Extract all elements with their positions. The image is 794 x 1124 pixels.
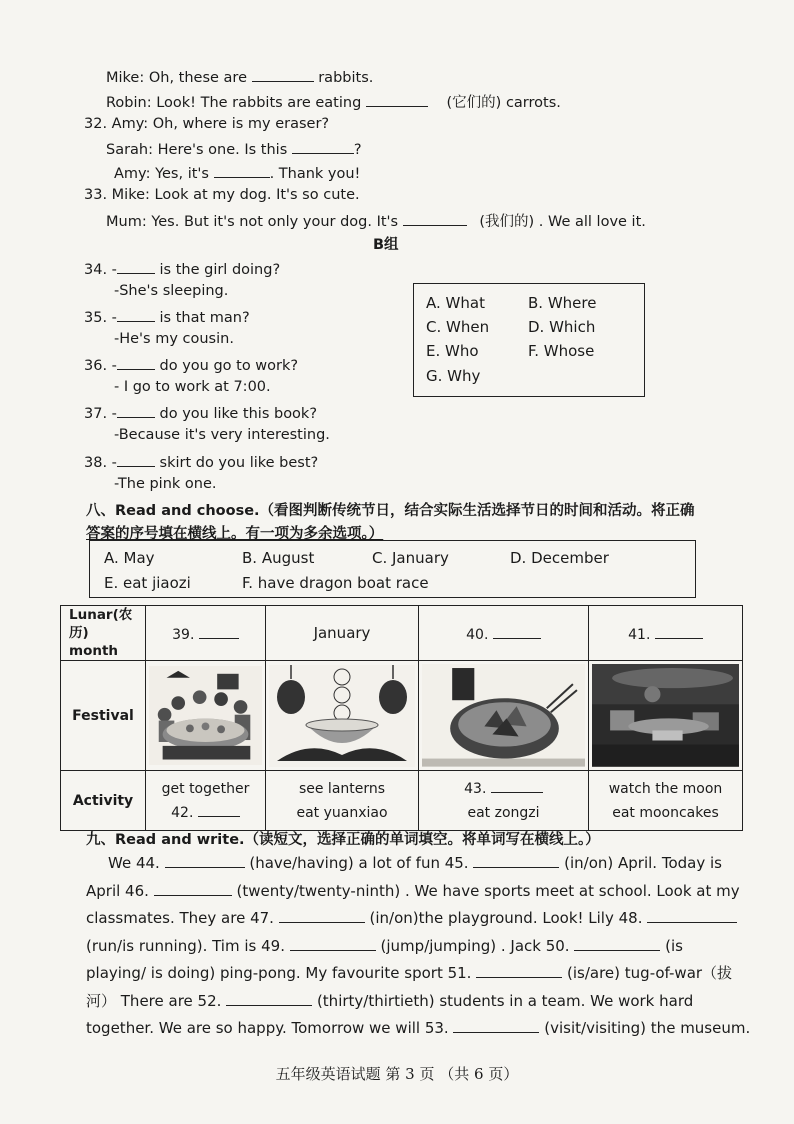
option-c: C. January xyxy=(372,549,449,567)
festival-row xyxy=(61,661,743,771)
options-box-b xyxy=(413,283,645,397)
passage-line: 河） There are 52. (thirty/thirtieth) students in a team. We work hard xyxy=(86,991,694,1010)
answer-blank[interactable] xyxy=(403,211,467,226)
option-a: A. What xyxy=(426,294,485,312)
month-cell-41: 41. xyxy=(589,606,743,661)
answer-blank[interactable] xyxy=(453,1018,539,1033)
page-footer: 五年级英语试题 第 3 页 （共 6 页） xyxy=(275,1065,519,1083)
zongzi-image xyxy=(419,661,589,771)
activity-cell-1: get together 42. xyxy=(146,771,266,831)
answer-blank[interactable] xyxy=(199,624,239,639)
answer-blank[interactable] xyxy=(292,139,354,154)
passage-line: We 44. (have/having) a lot of fun 45. (in/on) April. Today is xyxy=(108,854,722,872)
question-35: 35. - is that man? xyxy=(84,307,250,326)
answer-line: -Because it's very interesting. xyxy=(114,427,330,443)
dialog-line: Mum: Yes. But it's not only your dog. It's (我们的) . We all love it. xyxy=(106,210,646,231)
answer-blank[interactable] xyxy=(117,355,155,370)
answer-blank[interactable] xyxy=(165,853,245,868)
question-37: 37. - do you like this book? xyxy=(84,403,317,422)
dialog-line: Amy: Yes, it's . Thank you! xyxy=(114,163,360,182)
answer-blank[interactable] xyxy=(117,259,155,274)
answer-blank[interactable] xyxy=(647,908,737,923)
question-36: 36. - do you go to work? xyxy=(84,355,298,374)
passage-line: (run/is running). Tim is 49. (jump/jumping) . Jack 50. (is xyxy=(86,936,683,955)
answer-blank[interactable] xyxy=(117,307,155,322)
option-g: G. Why xyxy=(426,367,481,385)
passage-line: together. We are so happy. Tomorrow we will 53. (visit/visiting) the museum. xyxy=(86,1019,751,1037)
question-38: 38. - skirt do you like best? xyxy=(84,452,318,471)
month-cell-january: January xyxy=(266,606,419,661)
answer-blank[interactable] xyxy=(226,991,312,1006)
option-b: B. Where xyxy=(528,294,597,312)
passage-line: classmates. They are 47. (in/on)the playground. Look! Lily 48. xyxy=(86,905,766,933)
activity-cell-2: see lanterns eat yuanxiao xyxy=(266,771,419,831)
option-d: D. December xyxy=(510,549,609,567)
answer-line: -The pink one. xyxy=(114,476,217,492)
question-32: 32. Amy: Oh, where is my eraser? xyxy=(84,116,330,132)
answer-blank[interactable] xyxy=(493,624,541,639)
option-c: C. When xyxy=(426,318,490,336)
option-a: A. May xyxy=(104,549,155,567)
row-label-activity: Activity xyxy=(61,771,146,831)
answer-blank[interactable] xyxy=(252,67,314,82)
section-9-title: 九、Read and write.（读短文，选择正确的单词填空。将单词写在横线上。） xyxy=(86,832,600,848)
answer-blank[interactable] xyxy=(655,624,703,639)
question-34: 34. - is the girl doing? xyxy=(84,259,280,278)
month-row xyxy=(61,606,743,661)
answer-blank[interactable] xyxy=(473,853,559,868)
answer-blank[interactable] xyxy=(574,936,660,951)
answer-blank[interactable] xyxy=(290,936,376,951)
family-dinner-image xyxy=(146,661,266,771)
passage-line: playing/ is doing) ping-pong. My favourite sport 51. (is/are) tug-of-war（拔 xyxy=(86,964,733,982)
option-f: F. Whose xyxy=(528,342,595,360)
answer-blank[interactable] xyxy=(117,403,155,418)
dialog-line: Mike: Oh, these are rabbits. xyxy=(106,67,373,86)
moon-watching-image xyxy=(589,661,743,771)
answer-blank[interactable] xyxy=(366,92,428,107)
answer-blank[interactable] xyxy=(154,881,232,896)
answer-line: -He's my cousin. xyxy=(114,331,234,347)
activity-cell-3: 43. eat zongzi xyxy=(419,771,589,831)
month-cell-40: 40. xyxy=(419,606,589,661)
answer-line: -She's sleeping. xyxy=(114,283,229,299)
answer-blank[interactable] xyxy=(491,778,543,793)
lanterns-yuanxiao-image xyxy=(266,661,419,771)
option-f: F. have dragon boat race xyxy=(242,574,429,592)
activity-row xyxy=(61,771,743,831)
answer-blank[interactable] xyxy=(214,163,270,178)
question-33: 33. Mike: Look at my dog. It's so cute. xyxy=(84,187,360,203)
answer-blank[interactable] xyxy=(117,452,155,467)
section-8-title: 八、Read and choose.（看图判断传统节日，结合实际生活选择节日的时间和活动。将正确 xyxy=(86,503,695,519)
answer-blank[interactable] xyxy=(476,963,562,978)
section-9-passage xyxy=(86,850,766,1043)
passage-line: April 46. (twenty/twenty-ninth) . We have sports meet at school. Look at my xyxy=(86,881,740,900)
group-b-heading: B组 xyxy=(373,237,399,253)
option-b: B. August xyxy=(242,549,315,567)
activity-cell-4: watch the moon eat mooncakes xyxy=(589,771,743,831)
row-label-festival: Festival xyxy=(61,661,146,771)
month-cell-39: 39. xyxy=(146,606,266,661)
option-d: D. Which xyxy=(528,318,596,336)
answer-line: - I go to work at 7:00. xyxy=(114,379,271,395)
answer-blank[interactable] xyxy=(198,802,240,817)
dialog-line: Sarah: Here's one. Is this ? xyxy=(106,139,362,158)
option-e: E. Who xyxy=(426,342,479,360)
option-e: E. eat jiaozi xyxy=(104,574,191,592)
answer-blank[interactable] xyxy=(279,908,365,923)
dialog-line: Robin: Look! The rabbits are eating (它们的) carrots. xyxy=(106,91,561,112)
row-label-month: Lunar(农历) month xyxy=(61,606,146,661)
section-8-options-box xyxy=(89,540,696,598)
festival-table xyxy=(60,605,743,831)
section-8-title-cont: 答案的序号填在横线上。有一项为多余选项。） xyxy=(86,526,384,542)
